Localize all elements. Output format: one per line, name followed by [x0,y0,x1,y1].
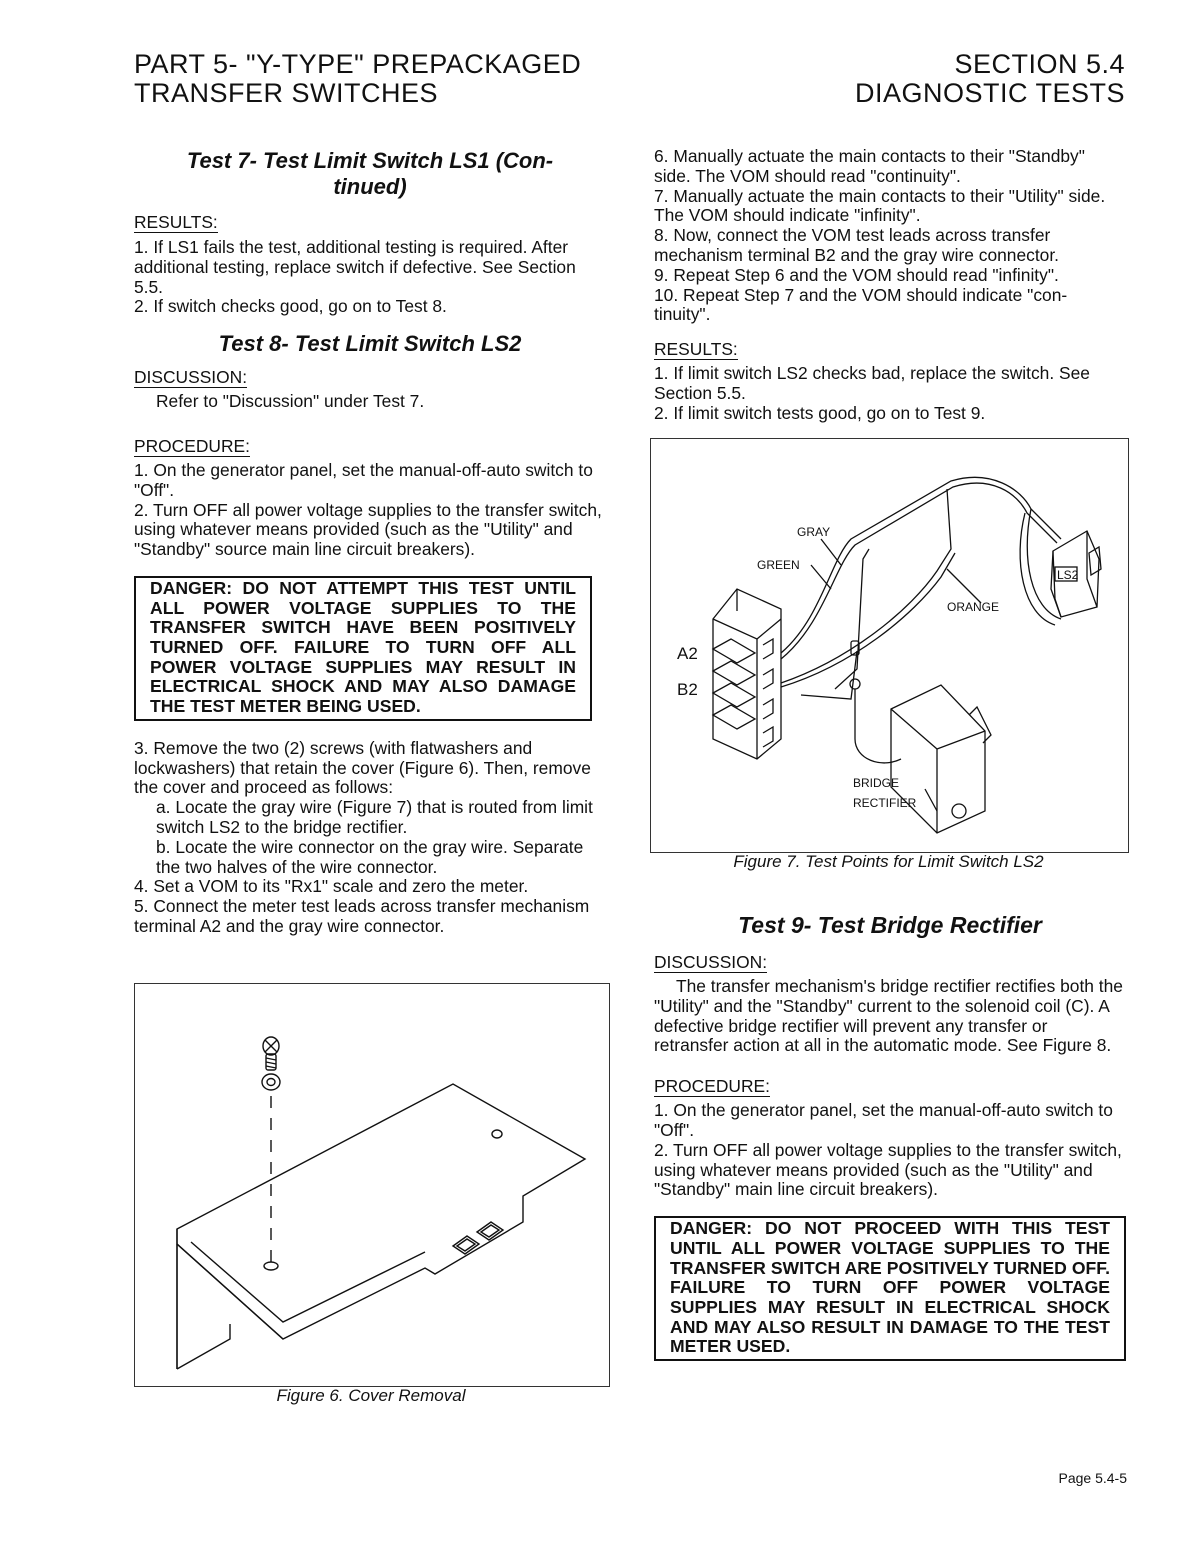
test8-procedure-step9: 9. Repeat Step 6 and the VOM should read "infinity". [654,264,1059,285]
figure7-caption: Figure 7. Test Points for Limit Switch LS2 [733,852,1044,871]
section-number: SECTION 5.4 [954,49,1125,79]
part-title-line2: TRANSFER SWITCHES [134,78,439,108]
test9-discussion: The transfer mechanism's bridge rectifier rectifies both the "Utility" and the "Standby" current to the solenoid coil (C). A defective bridge rectifier will prevent any transfer or retransfer action at all in the automatic mode. See Figure 8. [654,976,1123,1056]
test9-discussion-heading: DISCUSSION: [654,952,768,972]
terminal-block-icon [713,589,781,759]
test8-procedure-step3: 3. Remove the two (2) screws (with flatwashers and lockwashers) that retain the cover (Figure 6). Then, remove the cover and proceed as follows: [134,737,591,798]
figure6-caption: Figure 6. Cover Removal [276,1386,466,1405]
test8-results-heading: RESULTS: [654,339,738,360]
figure7-label-orange: ORANGE [947,600,1000,614]
test7-title: Test 7- Test Limit Switch LS1 (Con- tinued) [186,148,554,199]
figure7-label-green: GREEN [757,558,800,572]
test8-procedure-step2: 2. Turn OFF all power voltage supplies to the transfer switch, using whatever means provided (such as the "Utility" and "Standby" source main line circuit breakers). [134,499,602,560]
test8-discussion-heading: DISCUSSION: [134,367,248,388]
figure7-label-bridge: BRIDGE [853,776,900,790]
test9-procedure-step2: 2. Turn OFF all power voltage supplies to the transfer switch, using whatever means provided (such as the "Utility" and "Standby" main line circuit breakers). [654,1139,1122,1200]
test8-discussion: Refer to "Discussion" under Test 7. [156,391,425,412]
limit-switch-icon [1020,509,1101,625]
test9-procedure-heading: PROCEDURE: [654,1076,770,1097]
figure7-label-ls2: LS2 [1057,568,1079,582]
figure7-box [650,438,1129,853]
test8-procedure-step6: 6. Manually actuate the main contacts to their "Standby" side. The VOM should read "continuity". [654,146,1085,186]
section-title: DIAGNOSTIC TESTS [854,78,1125,108]
figure7-label-a2: A2 [677,644,698,663]
figure7-label-gray: GRAY [797,525,831,539]
figure7-label-b2: B2 [677,680,698,699]
test8-procedure-step5: 5. Connect the meter test leads across transfer mechanism terminal A2 and the gray wire connector. [134,896,590,937]
test8-procedure-step8: 8. Now, connect the VOM test leads across transfer mechanism terminal B2 and the gray wire connector. [654,225,1060,265]
test7-results-heading: RESULTS: [134,212,218,232]
test8-procedure-step10: 10. Repeat Step 7 and the VOM should indicate "con- tinuity". [654,284,1068,325]
test8-procedure-step1: 1. On the generator panel, set the manual-off-auto switch to "Off". [134,459,593,500]
test8-procedure-step4: 4. Set a VOM to its "Rx1" scale and zero the meter. [134,876,529,897]
test8-procedure-step3a: a. Locate the gray wire (Figure 7) that is routed from limit switch LS2 to the bridge rectifier. [156,797,593,838]
bridge-rectifier-icon [891,685,991,833]
test8-procedure-step3b: b. Locate the wire connector on the gray wire. Separate the two halves of the wire connector. [156,836,584,877]
page-number: Page 5.4-5 [1058,1470,1127,1486]
danger-warning-box: DANGER: DO NOT ATTEMPT THIS TEST UNTIL ALL POWER VOLTAGE SUPPLIES TO THE TRANSFER SWITCH HAVE BEEN POSITIVELY TURNED OFF. FAILURE TO TURN OFF ALL POWER VOLTAGE SUPPLIES MAY RESULT IN ELECTRICAL SHOCK AND MAY ALSO DAMAGE THE TEST METER BEING USED. [134,576,592,721]
limit-switch-ls2-drawing [651,439,1128,852]
test9-danger-box: DANGER: DO NOT PROCEED WITH THIS TEST UNTIL ALL POWER VOLTAGE SUPPLIES TO THE TRANSFER SWITCH ARE POSITIVELY TURNED OFF. FAILURE TO TURN OFF POWER VOLTAGE SUPPLIES MAY RESULT IN ELECTRICAL SHOCK AND MAY ALSO RESULT IN DAMAGE TO THE TEST METER USED. [654,1216,1126,1361]
test8-result-1: 1. If limit switch LS2 checks bad, replace the switch. See Section 5.5. [654,363,1090,403]
test8-title: Test 8- Test Limit Switch LS2 [218,331,522,357]
figure6-box [134,983,610,1387]
test7-result-2: 2. If switch checks good, go on to Test 8. [134,296,447,317]
cover-removal-drawing [135,984,609,1386]
figure7-label-rectifier: RECTIFIER [853,796,917,810]
part-title-line1: PART 5- "Y-TYPE" PREPACKAGED [134,49,582,79]
right-column [654,147,1126,424]
page-header-right [605,50,1125,108]
test9-procedure-step1: 1. On the generator panel, set the manual-off-auto switch to "Off". [654,1100,1113,1140]
test9-title: Test 9- Test Bridge Rectifier [738,912,1042,938]
test9-section [654,912,1126,1361]
screw-icon [262,1037,280,1090]
test8-result-2: 2. If limit switch tests good, go on to Test 9. [654,402,986,423]
test8-procedure-heading: PROCEDURE: [134,435,250,456]
test8-procedure-step7: 7. Manually actuate the main contacts to their "Utility" side. The VOM should indicate "infinity". [654,185,1106,226]
left-column [134,148,606,937]
test7-result-1: 1. If LS1 fails the test, additional testing is required. After additional testing, replace switch if defective. See Section 5.5. [134,237,576,297]
